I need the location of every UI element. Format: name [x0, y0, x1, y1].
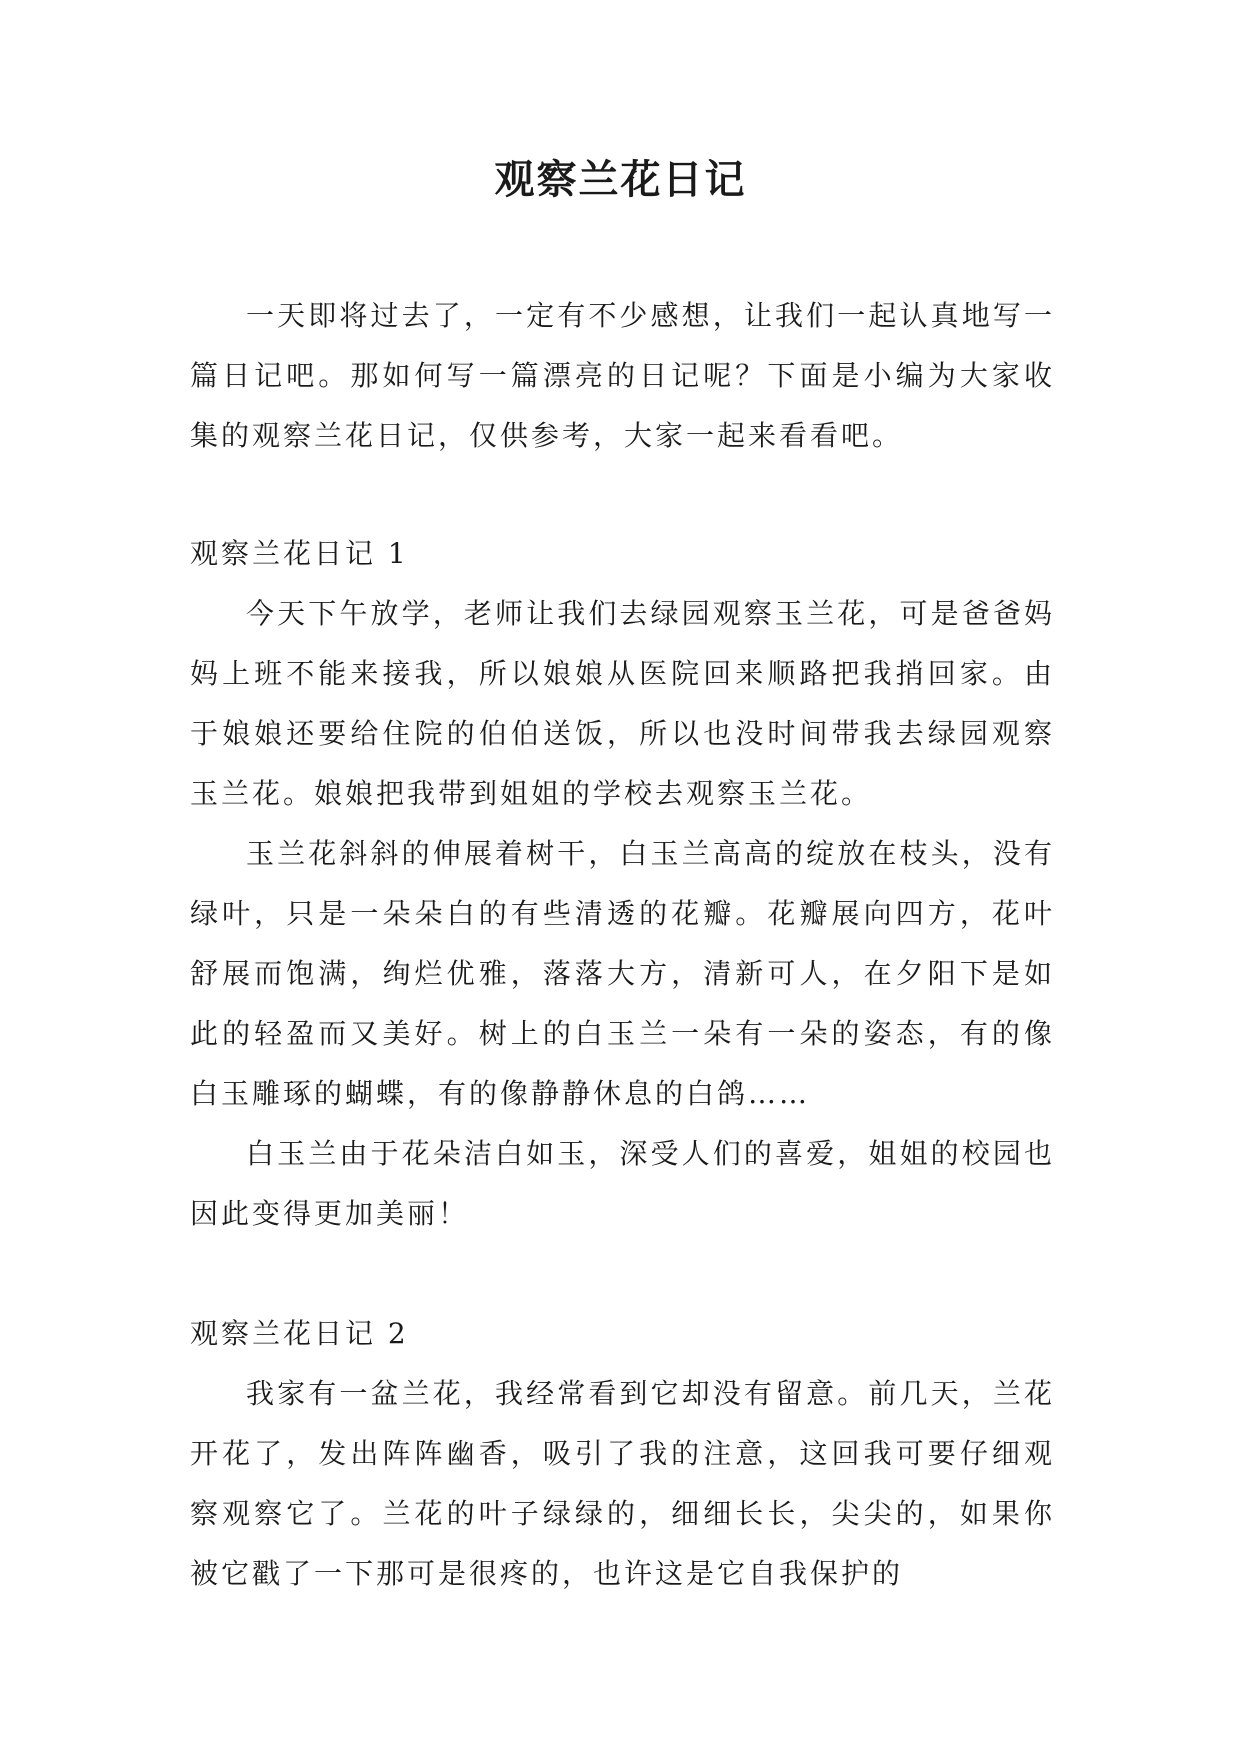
diary-section-1 — [190, 524, 1055, 1244]
section-paragraph: 今天下午放学，老师让我们去绿园观察玉兰花，可是爸爸妈妈上班不能来接我，所以娘娘从医院回来顺路把我捎回家。由于娘娘还要给住院的伯伯送饭，所以也没时间带我去绿园观察玉兰花。娘娘把我带到姐姐的学校去观察玉兰花。 — [190, 597, 1055, 810]
intro-paragraph: 一天即将过去了，一定有不少感想，让我们一起认真地写一篇日记吧。那如何写一篇漂亮的日记呢？下面是小编为大家收集的观察兰花日记，仅供参考，大家一起来看看吧。 — [190, 299, 1055, 452]
diary-section-2 — [190, 1304, 1055, 1604]
section-heading: 观察兰花日记 2 — [190, 1317, 409, 1350]
section-paragraph: 白玉兰由于花朵洁白如玉，深受人们的喜爱，姐姐的校园也因此变得更加美丽！ — [190, 1137, 1055, 1230]
spacer — [190, 1244, 1055, 1304]
document-title: 观察兰花日记 — [494, 156, 747, 203]
section-paragraph: 我家有一盆兰花，我经常看到它却没有留意。前几天，兰花开花了，发出阵阵幽香，吸引了我的注意，这回我可要仔细观察观察它了。兰花的叶子绿绿的，细细长长，尖尖的，如果你被它戳了一下那可是很疼的，也许这是它自我保护的 — [190, 1377, 1055, 1590]
section-heading: 观察兰花日记 1 — [190, 537, 409, 570]
spacer — [190, 466, 1055, 524]
document-body — [190, 286, 1055, 1604]
section-paragraph: 玉兰花斜斜的伸展着树干，白玉兰高高的绽放在枝头，没有绿叶，只是一朵朵白的有些清透的花瓣。花瓣展向四方，花叶舒展而饱满，绚烂优雅，落落大方，清新可人，在夕阳下是如此的轻盈而又美好。树上的白玉兰一朵有一朵的姿态，有的像白玉雕琢的蝴蝶，有的像静静休息的白鸽…… — [190, 837, 1055, 1110]
